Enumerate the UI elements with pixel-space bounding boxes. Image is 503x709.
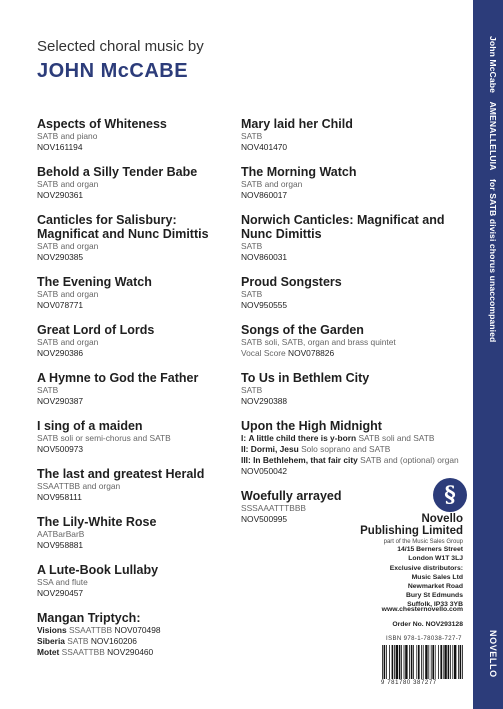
catalogue-number: NOV050042 — [241, 466, 288, 476]
movement-scoring: Solo soprano and SATB — [301, 444, 391, 454]
work-scoring: SATB — [241, 131, 263, 141]
work-scoring: SATB — [241, 241, 263, 251]
spine-composer: John McCabe — [488, 36, 498, 93]
catalogue-number: NOV290386 — [37, 348, 84, 358]
catalogue-number: NOV860031 — [241, 252, 288, 262]
catalogue-number: NOV958881 — [37, 540, 84, 550]
work-scoring: SATB — [241, 385, 263, 395]
work-scoring: SATB and organ — [37, 179, 99, 189]
barcode — [381, 645, 465, 681]
work-entry — [37, 467, 237, 503]
novello-logo-glyph: § — [444, 482, 456, 508]
work-entry — [37, 165, 237, 201]
movement-scoring: SATB and (optional) organ — [360, 455, 459, 465]
work-title: Woefully arrayed — [241, 489, 342, 503]
work-scoring: AATBarBarB — [37, 529, 85, 539]
catalogue-number: NOV078771 — [37, 300, 84, 310]
distributor-line: Newmarket Road — [407, 583, 463, 590]
distributor-block — [390, 564, 463, 609]
work-scoring: SATB and piano — [37, 131, 98, 141]
work-title: Upon the High Midnight — [241, 419, 382, 433]
movement-line — [241, 455, 466, 466]
work-scoring: SSAATTBB and organ — [37, 481, 121, 491]
movement-scoring: SSAATTBB — [61, 647, 105, 657]
movement-name: A little child there is y-born — [248, 433, 357, 443]
work-entry-songs-garden — [241, 323, 466, 359]
work-title: Canticles for Salisbury: Magnificat and Nunc Dimittis — [37, 213, 209, 241]
work-title: The Lily-White Rose — [37, 515, 157, 529]
work-title: Mary laid her Child — [241, 117, 353, 131]
movement-line — [241, 444, 466, 455]
work-scoring: SATB — [241, 289, 263, 299]
work-title: Mangan Triptych: — [37, 611, 141, 625]
order-number: Order No. NOV293128 — [392, 621, 463, 628]
publisher-group: part of the Music Sales Group — [383, 539, 463, 545]
work-title: Songs of the Garden — [241, 323, 364, 337]
work-scoring: SATB and organ — [37, 337, 99, 347]
work-scoring: SATB and organ — [37, 289, 99, 299]
work-title: The Morning Watch — [241, 165, 357, 179]
publisher-name — [360, 513, 463, 537]
movement-scoring: SSAATTBB — [68, 625, 113, 635]
movement-line — [37, 636, 237, 647]
work-entry-upon — [241, 419, 466, 477]
movement-name: Motet — [37, 647, 60, 657]
work-title: The last and greatest Herald — [37, 467, 205, 481]
catalogue-number: NOV860017 — [241, 190, 288, 200]
work-entry — [37, 419, 237, 455]
movement-number: I: — [241, 433, 247, 443]
catalogue-number: NOV500995 — [241, 514, 288, 524]
work-scoring: SATB soli, SATB, organ and brass quintet — [241, 337, 396, 347]
work-title: The Evening Watch — [37, 275, 152, 289]
isbn-text: ISBN 978-1-78038-727-7 — [386, 636, 462, 642]
work-scoring: SATB — [37, 385, 59, 395]
work-title: To Us in Bethlem City — [241, 371, 370, 385]
work-title: Aspects of Whiteness — [37, 117, 167, 131]
address-line: 14/15 Berners Street — [397, 546, 463, 553]
publisher-address — [397, 545, 463, 563]
work-title: Norwich Canticles: Magnificat and Nunc Dimittis — [241, 213, 445, 241]
movement-name: Dormi, Jesu — [250, 444, 299, 454]
work-scoring: SATB and organ — [241, 179, 303, 189]
catalogue-number: NOV958111 — [37, 492, 82, 502]
catalogue-number: NOV161194 — [37, 142, 83, 152]
catalogue-number: NOV070498 — [114, 625, 161, 635]
vocal-score-line — [241, 348, 466, 359]
address-line: London W1T 3LJ — [408, 555, 463, 562]
work-scoring: SATB soli or semi-chorus and SATB — [37, 433, 171, 443]
catalogue-number: NOV078826 — [288, 348, 335, 358]
work-entry — [37, 563, 237, 599]
spine-publisher: NOVELLO — [488, 630, 498, 678]
work-entry — [241, 117, 466, 153]
catalogue-number: NOV500973 — [37, 444, 84, 454]
catalogue-number: NOV950555 — [241, 300, 288, 310]
distributor-line: Music Sales Ltd — [411, 574, 463, 581]
work-entry — [241, 165, 466, 201]
work-title: I sing of a maiden — [37, 419, 143, 433]
work-scoring: SATB and organ — [37, 241, 99, 251]
left-column — [37, 117, 237, 670]
right-column — [241, 117, 466, 537]
spine-subtitle: for SATB divisi chorus unaccompanied — [488, 178, 498, 343]
barcode-number: 9 781780 387277 — [381, 680, 437, 686]
catalogue-number: NOV290457 — [37, 588, 84, 598]
spine-title — [488, 36, 498, 342]
catalogue-number: NOV401470 — [241, 142, 288, 152]
work-entry — [37, 117, 237, 153]
catalogue-number: NOV290387 — [37, 396, 84, 406]
work-title: Proud Songsters — [241, 275, 342, 289]
catalogue-number: NOV290460 — [107, 647, 154, 657]
movement-name: Siberia — [37, 636, 65, 646]
movement-line — [241, 433, 466, 444]
vocal-score-label: Vocal Score — [241, 348, 286, 358]
work-entry — [241, 371, 466, 407]
movement-scoring: SATB — [67, 636, 89, 646]
work-title: A Hymne to God the Father — [37, 371, 199, 385]
movement-number: III: — [241, 455, 251, 465]
catalogue-number: NOV290361 — [37, 190, 84, 200]
movement-line — [37, 647, 237, 658]
work-entry — [241, 275, 466, 311]
novello-logo — [433, 478, 467, 512]
work-title: A Lute-Book Lullaby — [37, 563, 159, 577]
work-entry — [241, 213, 466, 263]
work-title: Behold a Silly Tender Babe — [37, 165, 198, 179]
work-title: Great Lord of Lords — [37, 323, 155, 337]
work-entry — [37, 371, 237, 407]
work-entry — [37, 275, 237, 311]
work-entry — [37, 213, 237, 263]
distributor-line: Bury St Edmunds — [405, 592, 463, 599]
movement-name: In Bethlehem, that fair city — [253, 455, 358, 465]
catalogue-number: NOV290385 — [37, 252, 84, 262]
movement-name: Visions — [37, 625, 67, 635]
publisher-name-line2: Publishing Limited — [360, 525, 463, 537]
movement-number: II: — [241, 444, 249, 454]
distributor-line: Suffolk, IP33 3YB — [407, 601, 463, 608]
work-entry — [37, 323, 237, 359]
movement-scoring: SATB soli and SATB — [358, 433, 435, 443]
work-entry — [37, 515, 237, 551]
composer-name: JOHN McCABE — [37, 60, 189, 82]
distributor-label: Exclusive distributors: — [389, 565, 463, 572]
movement-line — [37, 625, 237, 636]
catalogue-number: NOV290388 — [241, 396, 288, 406]
spine-work-title: AMENALLELUIA — [488, 101, 498, 171]
publisher-name-line1: Novello — [421, 513, 463, 525]
website: www.chesternovello.com — [381, 606, 463, 613]
page-heading: Selected choral music by — [37, 38, 204, 55]
work-scoring: SSA and flute — [37, 577, 88, 587]
work-scoring: SSSAAATTTBBB — [241, 503, 306, 513]
catalogue-number: NOV160206 — [90, 636, 137, 646]
work-entry-mangan — [37, 611, 237, 658]
